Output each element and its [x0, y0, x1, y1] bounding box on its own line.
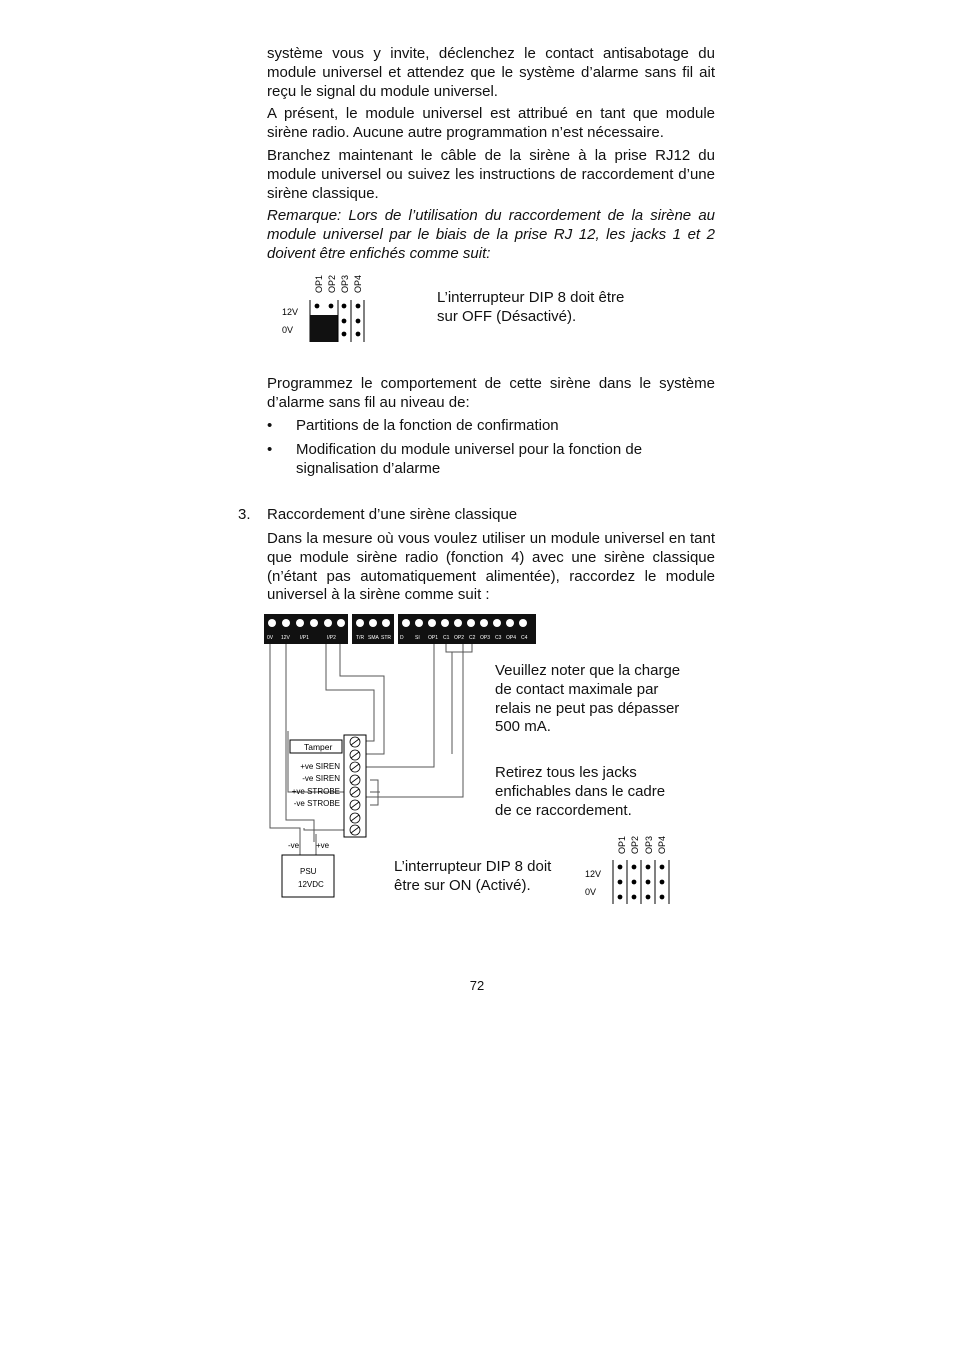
- page-number: 72: [469, 978, 485, 993]
- dip-row-0v: 0V: [282, 325, 294, 335]
- psu-line-2: 12VDC: [298, 880, 324, 889]
- terminal-label-tr: T/R: [356, 635, 365, 641]
- paragraph-program: Programmez le comportement de cette sirène dans le système d’alarme sans fil au niveau de:: [267, 375, 715, 411]
- terminal-label-c2: C2: [469, 635, 476, 641]
- terminal-label-c4: C4: [521, 635, 528, 641]
- dip-jumper-block: [310, 315, 338, 342]
- bullet-marker-1: •: [267, 417, 273, 434]
- terminal-label-d: D: [400, 635, 404, 641]
- paragraph-assigned: A présent, le module universel est attribué en tant que module sirène radio. Aucune autre programmation n’est nécessaire.: [267, 105, 715, 141]
- terminal-label-c1: C1: [443, 635, 450, 641]
- terminal-label-op2: OP2: [454, 635, 465, 641]
- bullet-marker-2: •: [267, 441, 273, 458]
- siren-label-tamper: Tamper: [304, 742, 333, 752]
- psu-label-pos: +ve: [316, 841, 330, 850]
- terminal-label-op1: OP1: [428, 635, 439, 641]
- terminal-label-ip2: I/P2: [327, 635, 336, 641]
- paragraph-classic-siren: Dans la mesure où vous voulez utiliser un module universel en tant que module sirène radio (fonction 4) avec une sirène classique (n’étant pas automatiquement alimentée), raccordez le module universel à la sirène comme suit :: [267, 530, 715, 604]
- siren-terminal-strip: [344, 735, 366, 837]
- terminal-label-sma: SMA: [368, 635, 379, 641]
- note-max-load: Veuillez noter que la charge de contact maximale par relais ne peut pas dépasser 500 mA.: [495, 662, 681, 736]
- dip-row-12v: 12V: [282, 307, 299, 317]
- siren-label-neg-siren: -ve SIREN: [302, 774, 340, 783]
- siren-label-pos-strobe: +ve STROBE: [291, 787, 340, 796]
- terminal-label-str: STR: [381, 635, 391, 641]
- dip-on-row-0v: 0V: [585, 887, 597, 897]
- terminal-label-op4: OP4: [506, 635, 517, 641]
- psu-line-1: PSU: [300, 867, 317, 876]
- paragraph-remark: Remarque: Lors de l’utilisation du raccordement de la sirène au module universel par le biais de la prise RJ 12, les jacks 1 et 2 doivent être enfichés comme suit:: [267, 207, 715, 262]
- dip-on-label-op1: OP1: [617, 835, 627, 854]
- dip-on-label-op4: OP4: [657, 835, 667, 854]
- siren-label-pos-siren: +ve SIREN: [300, 762, 340, 771]
- dip-on-label-op2: OP2: [630, 835, 640, 854]
- terminal-label-si: SI: [415, 635, 420, 641]
- dip-label-op2: OP2: [327, 274, 337, 293]
- psu-box: [282, 855, 334, 897]
- psu-label-neg: -ve: [288, 841, 300, 850]
- paragraph-intro: système vous y invite, déclenchez le contact antisabotage du module universel et attendez que le système d’alarme sans fil ait reçu le signal du module universel.: [267, 45, 715, 100]
- terminal-label-op3: OP3: [480, 635, 491, 641]
- bullet-item-2: Modification du module universel pour la fonction de signalisation d’alarme: [296, 441, 643, 477]
- terminal-label-0v: 0V: [267, 635, 274, 641]
- terminal-label-12v: 12V: [281, 635, 290, 641]
- section-number: 3.: [238, 506, 251, 523]
- dip-on-caption: L’interrupteur DIP 8 doit être sur ON (Activé).: [394, 858, 552, 894]
- dip-label-op3: OP3: [340, 274, 350, 293]
- note-remove-jacks: Retirez tous les jacks enfichables dans le cadre de ce raccordement.: [495, 764, 666, 819]
- dip-off-caption: L’interrupteur DIP 8 doit être sur OFF (Désactivé).: [437, 289, 625, 325]
- paragraph-connect: Branchez maintenant le câble de la sirène à la prise RJ12 du module universel ou suivez les instructions de raccordement d’une sirène classique.: [267, 147, 715, 202]
- terminal-label-c3: C3: [495, 635, 502, 641]
- dip-label-op1: OP1: [314, 274, 324, 293]
- section-title: Raccordement d’une sirène classique: [267, 506, 518, 523]
- dip-on-label-op3: OP3: [644, 835, 654, 854]
- dip-on-row-12v: 12V: [585, 869, 602, 879]
- dip-switch-diagram-on: [582, 830, 677, 908]
- dip-label-op4: OP4: [353, 274, 363, 293]
- dip-switch-diagram-off: [278, 270, 378, 348]
- bullet-item-1: Partitions de la fonction de confirmation: [296, 417, 559, 434]
- terminal-label-ip1: I/P1: [300, 635, 309, 641]
- siren-label-neg-strobe: -ve STROBE: [293, 799, 340, 808]
